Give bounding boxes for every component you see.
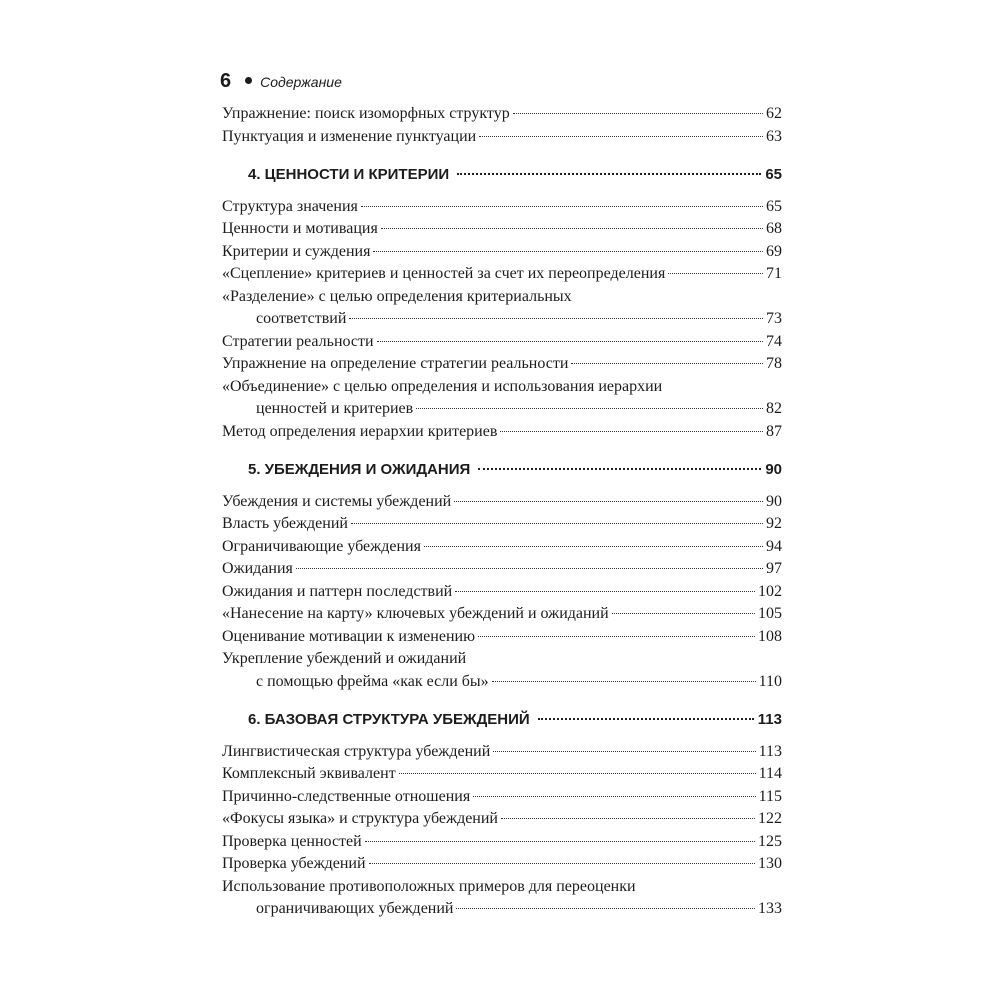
toc-entry: ограничивающих убеждений 133 <box>256 900 782 917</box>
toc-entry: Проверка убеждений 130 <box>222 855 782 872</box>
toc-entry: Структура значения 65 <box>222 197 782 215</box>
toc-entry: Оценивание мотивации к изменению 108 <box>222 627 782 645</box>
toc-entry: Комплексный эквивалент 114 <box>222 765 782 782</box>
toc-entry: Критерии и суждения 69 <box>222 242 782 260</box>
chapter-heading: 6. БАЗОВАЯ СТРУКТУРА УБЕЖДЕНИЙ 113 <box>248 711 782 728</box>
toc-entry: соответствий 73 <box>256 310 782 327</box>
toc-entry: Ограничивающие убеждения 94 <box>222 537 782 555</box>
toc-entry: с помощью фрейма «как если бы» 110 <box>256 672 782 690</box>
toc-entry: Причинно-следственные отношения 115 <box>222 787 782 805</box>
table-of-contents <box>222 103 782 921</box>
toc-entry: Стратегии реальности 74 <box>222 332 782 350</box>
toc-entry: Пунктуация и изменение пунктуации 63 <box>222 127 782 145</box>
toc-entry: «Фокусы языка» и структура убеждений 122 <box>222 810 782 827</box>
toc-entry: Упражнение на определение стратегии реальности 78 <box>222 355 782 372</box>
toc-entry: Проверка ценностей 125 <box>222 832 782 850</box>
chapter-heading: 5. УБЕЖДЕНИЯ И ОЖИДАНИЯ 90 <box>248 461 782 478</box>
bullet-icon <box>245 77 252 84</box>
toc-entry: Власть убеждений 92 <box>222 515 782 532</box>
toc-entry: Ожидания и паттерн последствий 102 <box>222 582 782 600</box>
toc-entry: Убеждения и системы убеждений 90 <box>222 492 782 510</box>
page-header <box>220 70 780 96</box>
running-title: Содержание <box>260 74 342 90</box>
toc-entry-line: «Разделение» с целью определения критериальных <box>222 287 572 305</box>
toc-entry: Ожидания 97 <box>222 560 782 577</box>
toc-entry: ценностей и критериев 82 <box>256 400 782 417</box>
chapter-heading: 4. ЦЕННОСТИ И КРИТЕРИИ 65 <box>248 166 782 183</box>
toc-entry-line: Укрепление убеждений и ожиданий <box>222 650 467 667</box>
toc-entry: «Сцепление» критериев и ценностей за счет их переопределения 71 <box>222 265 782 282</box>
page-number: 6 <box>220 70 232 92</box>
toc-entry-line: Использование противоположных примеров для переоценки <box>222 877 636 895</box>
toc-entry: Ценности и мотивация 68 <box>222 220 782 237</box>
toc-entry: Лингвистическая структура убеждений 113 <box>222 742 782 760</box>
toc-entry-line: «Объединение» с целью определения и использования иерархии <box>222 377 663 395</box>
toc-entry: Метод определения иерархии критериев 87 <box>222 422 782 440</box>
toc-entry: Упражнение: поиск изоморфных структур 62 <box>222 105 782 122</box>
toc-entry: «Нанесение на карту» ключевых убеждений и ожиданий 105 <box>222 605 782 622</box>
